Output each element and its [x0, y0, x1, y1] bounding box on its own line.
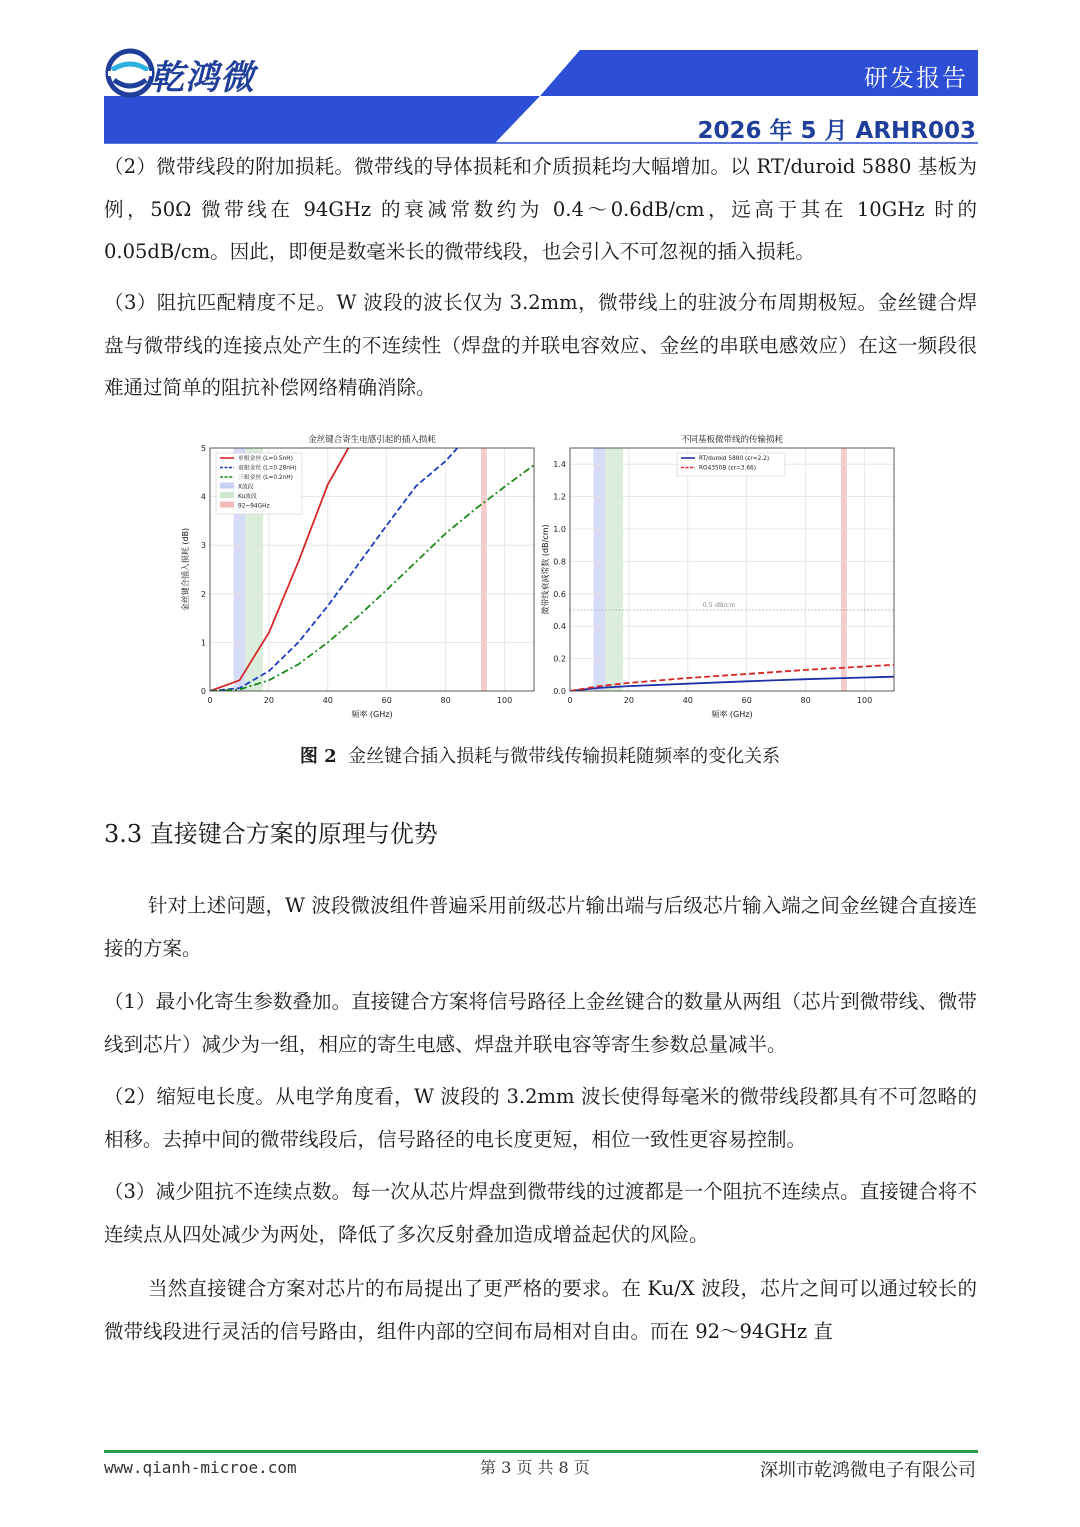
figure-caption-label: 图 2	[299, 746, 337, 767]
company-logo-text: 乾鸿微	[150, 58, 255, 98]
x-tick-label: 80	[800, 696, 811, 705]
legend-label: 双根金丝 (L=0.28nH)	[238, 465, 297, 472]
chart-bond-wire-loss	[180, 434, 534, 719]
paragraph-impedance-matching: （3）阻抗匹配精度不足。W 波段的波长仅为 3.2mm，微带线上的驻波分布周期极短。金丝键合焊盘与微带线的连接点处产生的不连续性（焊盘的并联电容效应、金丝的串联电感效应）在这一频段很难通过简单的阻抗补偿网络精确消除。	[104, 291, 977, 399]
y-axis-label: 金丝键合插入损耗 (dB)	[181, 527, 190, 612]
chart-title: 不同基板微带线的传输损耗	[680, 435, 784, 445]
y-tick-label: 5	[200, 444, 206, 453]
paragraph-point-2: （2）缩短电长度。从电学角度看，W 波段的 3.2mm 波长使得每毫米的微带线段都具有不可忽略的相移。去掉中间的微带线段后，信号路径的电长度更短，相位一致性更容易控制。	[104, 1085, 977, 1151]
x-tick-label: 0	[207, 696, 213, 705]
x-tick-label: 80	[440, 696, 451, 705]
report-date-code: 2026 年 5 月 ARHR003	[697, 118, 976, 144]
figure-charts	[180, 425, 910, 725]
reference-line-label: 0.5 dB/cm	[702, 601, 736, 609]
paragraph-intro: 针对上述问题，W 波段微波组件普遍采用前级芯片输出端与后级芯片输入端之间金丝键合直接连接的方案。	[104, 894, 977, 960]
legend-label: X波段	[238, 484, 254, 491]
x-tick-label: 20	[263, 696, 275, 705]
chart-title: 金丝键合寄生电感引起的插入损耗	[308, 435, 436, 445]
x-tick-label: 40	[322, 696, 333, 705]
legend-label: RT/duroid 5880 (εr=2.2)	[699, 456, 770, 462]
x-tick-label: 60	[741, 696, 752, 705]
x-tick-label: 20	[623, 696, 635, 705]
x-tick-label: 60	[381, 696, 392, 705]
legend-swatch	[220, 492, 234, 498]
legend-label: 单根金丝 (L=0.5nH)	[238, 456, 293, 462]
x-axis-label: 频率 (GHz)	[711, 710, 753, 719]
legend-label: 三根金丝 (L=0.2nH)	[238, 475, 293, 481]
y-tick-label: 0.8	[553, 557, 566, 567]
x-axis-label: 频率 (GHz)	[351, 710, 393, 719]
header-blue-bar	[104, 96, 540, 143]
band-Ku波段	[605, 448, 623, 691]
x-tick-label: 0	[567, 696, 573, 705]
y-tick-label: 3	[200, 541, 206, 551]
report-type-label: 研发报告	[864, 64, 968, 92]
footer-company-name: 深圳市乾鸿微电子有限公司	[760, 1460, 976, 1481]
band-92~94GHz	[841, 448, 847, 691]
legend-swatch	[220, 483, 234, 489]
legend-label: 92~94GHz	[238, 503, 270, 510]
y-tick-label: 1.0	[553, 525, 566, 534]
footer-divider	[104, 1450, 978, 1453]
y-tick-label: 0.6	[553, 589, 566, 599]
footer-page-number: 第 3 页 共 8 页	[480, 1458, 590, 1477]
paragraph-layout-requirements: 当然直接键合方案对芯片的布局提出了更严格的要求。在 Ku/X 波段，芯片之间可以通过较长的微带线段进行灵活的信号路由，组件内部的空间布局相对自由。而在 92～94GHz 直	[104, 1277, 977, 1343]
legend-label: RO4350B (εr=3.66)	[699, 465, 756, 472]
y-axis-label: 微带线衰减常数 (dB/cm)	[541, 524, 550, 615]
x-tick-label: 40	[682, 696, 693, 705]
y-tick-label: 1.4	[553, 460, 566, 470]
chart-microstrip-attenuation	[540, 434, 894, 719]
y-tick-label: 1.2	[553, 492, 566, 502]
legend-label: Ku波段	[238, 494, 257, 500]
section-title: 3.3 直接键合方案的原理与优势	[104, 820, 438, 848]
band-92~94GHz	[481, 448, 487, 691]
y-tick-label: 0.0	[553, 687, 566, 696]
y-tick-label: 2	[200, 589, 206, 599]
company-logo-icon	[108, 51, 152, 95]
y-tick-label: 4	[200, 492, 206, 502]
figure-caption	[0, 742, 1080, 768]
paragraph-point-3: （3）减少阻抗不连续点数。每一次从芯片焊盘到微带线的过渡都是一个阻抗不连续点。直接键合将不连续点从四处减少为两处，降低了多次反射叠加造成增益起伏的风险。	[104, 1180, 977, 1246]
y-tick-label: 0.4	[553, 622, 566, 632]
x-tick-label: 100	[856, 696, 873, 705]
paragraph-microstrip-loss: （2）微带线段的附加损耗。微带线的导体损耗和介质损耗均大幅增加。以 RT/duroid 5880 基板为例，50Ω 微带线在 94GHz 的衰减常数约为 0.4～0.6dB/cm，远高于其在 10GHz 时的 0.05dB/cm。因此，即便是数毫米长的微带线段，也会引入不可忽视的插入损耗。	[104, 155, 977, 263]
figure-caption-text: 金丝键合插入损耗与微带线传输损耗随频率的变化关系	[348, 746, 781, 767]
y-tick-label: 1	[200, 638, 206, 648]
y-tick-label: 0	[200, 687, 206, 696]
paragraph-point-1: （1）最小化寄生参数叠加。直接键合方案将信号路径上金丝键合的数量从两组（芯片到微带线、微带线到芯片）减少为一组，相应的寄生电感、焊盘并联电容等寄生参数总量减半。	[104, 990, 977, 1056]
legend-swatch	[220, 502, 234, 508]
band-X波段	[594, 448, 606, 691]
y-tick-label: 0.2	[553, 654, 566, 664]
x-tick-label: 100	[496, 696, 513, 705]
footer-website-link[interactable]: www.qianh-microe.com	[104, 1458, 297, 1477]
